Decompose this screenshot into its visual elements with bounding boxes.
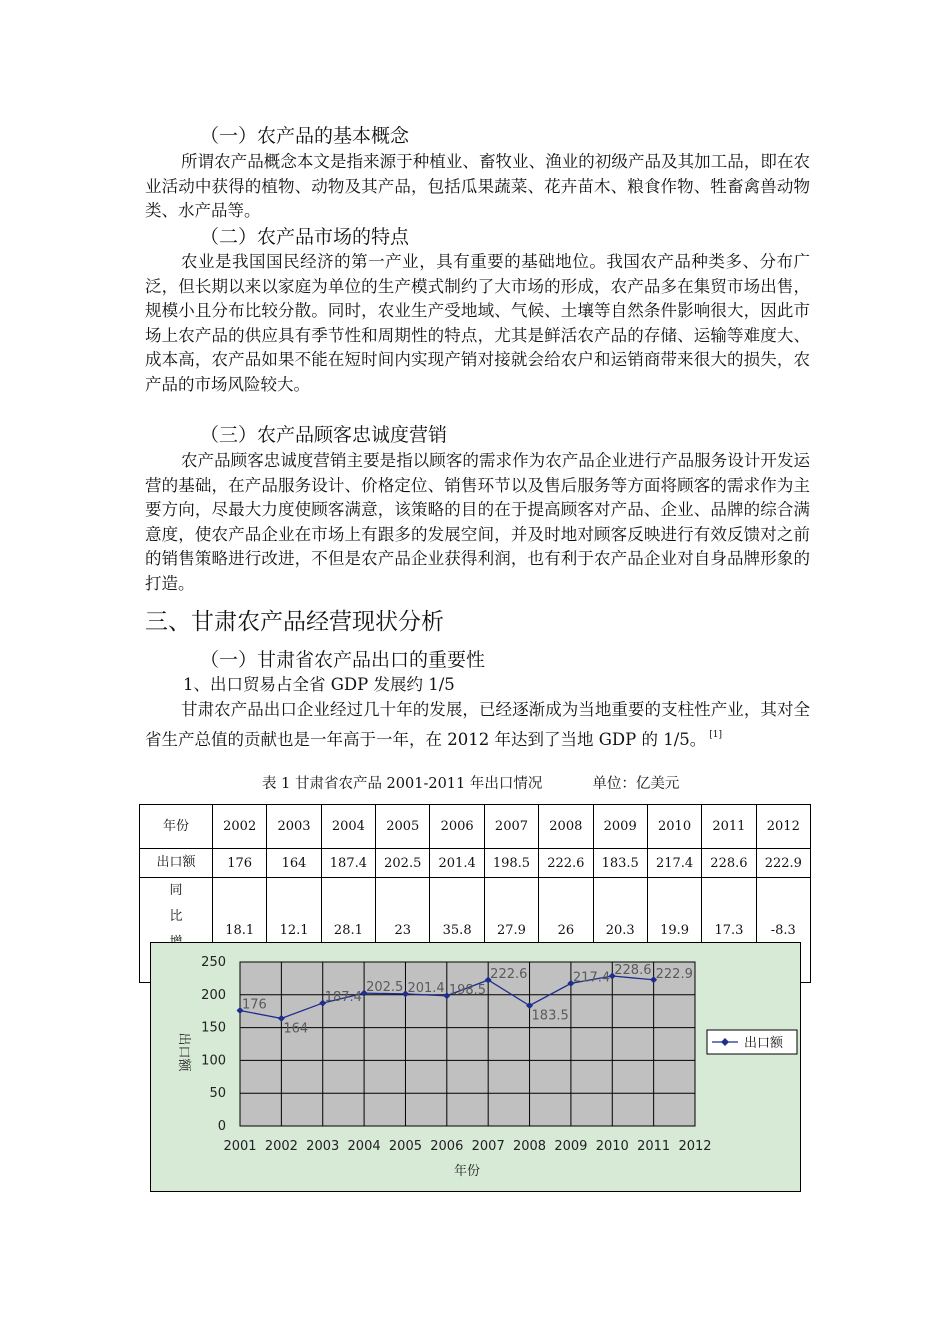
data-label: 222.9 (655, 966, 693, 982)
y-tick-label: 50 (209, 1086, 226, 1102)
y-tick-label: 100 (201, 1053, 226, 1069)
export-cell: 176 (213, 849, 267, 878)
growth-cell: 18.1 (213, 878, 267, 983)
data-label: 222.6 (490, 966, 528, 982)
export-cell: 201.4 (430, 849, 484, 878)
x-tick-label: 2008 (512, 1139, 547, 1154)
year-cell: 2003 (267, 805, 321, 849)
year-cell: 2002 (213, 805, 267, 849)
growth-cell: -8.3 (756, 878, 810, 983)
growth-cell: 26 (539, 878, 593, 983)
y-axis-label: 出口额 (176, 1032, 191, 1072)
growth-cell: 27.9 (484, 878, 538, 983)
citation-ref: [1] (709, 729, 723, 740)
row-label: 同比 (140, 878, 213, 983)
paragraph-text: 甘肃农产品出口企业经过几十年的发展，已经逐渐成为当地重要的支柱性产业，其对全省生产总值的贡献也是一年高于一年，在 2012 年达到了当地 GDP 的 1/5。 (145, 700, 810, 749)
year-cell: 2006 (430, 805, 484, 849)
export-cell: 164 (267, 849, 321, 878)
paragraph-loyalty-marketing: 农产品顾客忠诚度营销主要是指以顾客的需求作为农产品企业进行产品服务设计开发运营的基础，在产品服务设计、价格定位、销售环节以及售后服务等方面将顾客的需求作为主要方向，尽最大力度使顾客满意，该策略的目的在于提高顾客对产品、企业、品牌的综合满意度，使农产品企业在市场上有跟多的发展空间，并及时地对顾客反映进行有效反馈对之前的销售策略进行改进，不但是农产品企业获得利润，也有利于农产品企业对自身品牌形象的打造。 (145, 451, 810, 593)
table-caption (262, 774, 679, 794)
year-cell: 2009 (593, 805, 647, 849)
paragraph-basic-concept: 所谓农产品概念本文是指来源于种植业、畜牧业、渔业的初级产品及其加工品，即在农业活动中获得的植物、动物及其产品，包括瓜果蔬菜、花卉苗木、粮食作物、牲畜禽兽动物类、水产品等。 (145, 152, 810, 220)
export-cell: 222.6 (539, 849, 593, 878)
paragraph-market-features: 农业是我国国民经济的第一产业，具有重要的基础地位。我国农产品种类多、分布广泛，但长期以来以家庭为单位的生产模式制约了大市场的形成，农产品多在集贸市场出售，规模小且分布比较分散。同时，农业生产受地域、气候、土壤等自然条件影响很大，因此市场上农产品的供应具有季节性和周期性的特点，尤其是鲜活农产品的存储、运输等难度大、成本高，农产品如果不能在短时间内实现产销对接就会给农户和运销商带来很大的损失，农产品的市场风险较大。 (145, 252, 810, 394)
chapter-title: 三、甘肃农产品经营现状分析 (145, 609, 444, 635)
data-label: 202.5 (366, 980, 404, 996)
section-heading-basic-concept: （一）农产品的基本概念 (200, 125, 410, 147)
x-tick-label: 2006 (430, 1139, 464, 1154)
table-row-exports (140, 849, 811, 878)
y-tick-label: 0 (217, 1119, 226, 1134)
data-label: 176 (242, 997, 267, 1013)
year-cell: 2012 (756, 805, 810, 849)
export-cell: 217.4 (647, 849, 701, 878)
x-tick-label: 2005 (388, 1139, 423, 1154)
x-tick-label: 2012 (678, 1139, 712, 1154)
paragraph-export-development (145, 698, 810, 752)
table-row-years (140, 805, 811, 849)
data-label: 187.4 (324, 990, 362, 1006)
row-label: 年份 (140, 805, 213, 849)
x-tick-label: 2004 (347, 1139, 381, 1154)
growth-cell: 28.1 (321, 878, 375, 983)
year-cell: 2004 (321, 805, 375, 849)
row-label: 出口额 (140, 849, 213, 878)
section-heading-market-features: （二）农产品市场的特点 (200, 226, 410, 248)
x-axis-label: 年份 (453, 1164, 481, 1179)
data-label: 228.6 (614, 963, 652, 979)
x-tick-label: 2001 (223, 1139, 257, 1154)
data-label: 183.5 (531, 1008, 569, 1024)
data-label: 164 (283, 1021, 309, 1037)
year-cell: 2008 (539, 805, 593, 849)
x-tick-label: 2010 (595, 1139, 629, 1154)
growth-cell: 19.9 (647, 878, 701, 983)
year-cell: 2011 (702, 805, 756, 849)
y-tick-label: 150 (201, 1020, 226, 1036)
export-cell: 187.4 (321, 849, 375, 878)
chart-svg (150, 942, 801, 1192)
y-tick-label: 250 (201, 955, 226, 970)
growth-cell: 23 (376, 878, 430, 983)
x-tick-label: 2011 (637, 1139, 671, 1154)
list-item-gdp-share: 1、出口贸易占全省 GDP 发展约 1/5 (183, 675, 455, 694)
growth-cell: 17.3 (702, 878, 756, 983)
caption-unit: 单位：亿美元 (592, 776, 680, 792)
x-tick-label: 2002 (264, 1139, 298, 1154)
x-tick-label: 2009 (554, 1139, 588, 1154)
y-tick-label: 200 (201, 987, 226, 1003)
caption-title: 表 1 甘肃省农产品 2001-2011 年出口情况 (262, 776, 543, 792)
x-tick-label: 2003 (306, 1139, 340, 1154)
year-cell: 2007 (484, 805, 538, 849)
export-cell: 222.9 (756, 849, 810, 878)
legend-label: 出口额 (744, 1036, 784, 1051)
data-label: 198.5 (448, 982, 487, 998)
data-label: 217.4 (572, 970, 611, 986)
subsection-heading-export-importance: （一）甘肃省农产品出口的重要性 (200, 649, 486, 671)
export-cell: 183.5 (593, 849, 647, 878)
legend (707, 1030, 797, 1054)
data-label: 201.4 (407, 980, 445, 996)
export-cell: 198.5 (484, 849, 538, 878)
x-tick-label: 2007 (471, 1139, 505, 1154)
export-line-chart (150, 942, 801, 1192)
export-cell: 202.5 (376, 849, 430, 878)
export-cell: 228.6 (702, 849, 756, 878)
year-cell: 2005 (376, 805, 430, 849)
growth-cell: 20.3 (593, 878, 647, 983)
year-cell: 2010 (647, 805, 701, 849)
growth-cell: 35.8 (430, 878, 484, 983)
growth-cell: 12.1 (267, 878, 321, 983)
section-heading-loyalty-marketing: （三）农产品顾客忠诚度营销 (200, 424, 448, 446)
